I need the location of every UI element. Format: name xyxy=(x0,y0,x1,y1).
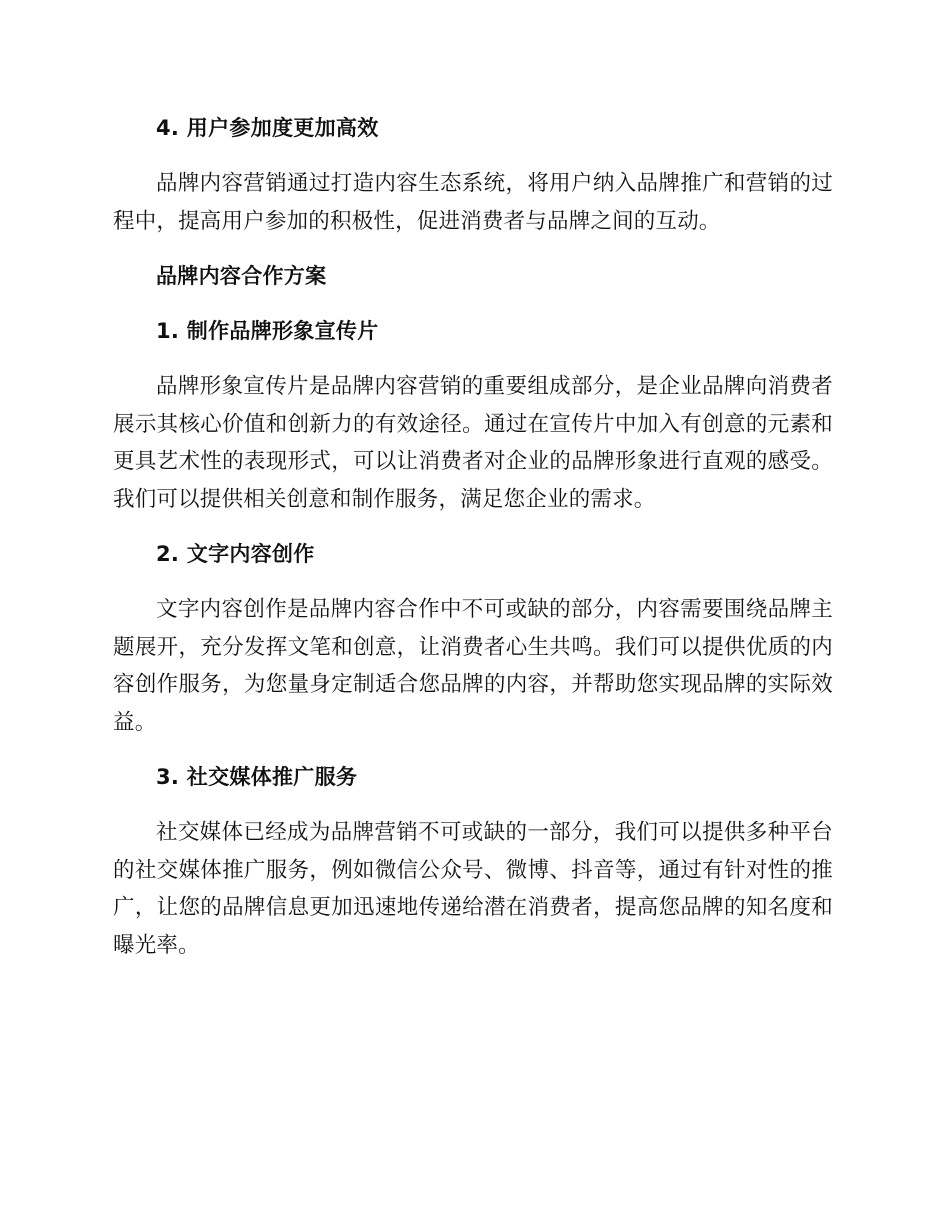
paragraph-brand-video: 品牌形象宣传片是品牌内容营销的重要组成部分，是企业品牌向消费者展示其核心价值和创新力的有效途径。通过在宣传片中加入有创意的元素和更具艺术性的表现形式，可以让消费者对企业的品牌形象进行直观的感受。我们可以提供相关创意和制作服务，满足您企业的需求。 xyxy=(113,374,833,512)
section-heading-text-content: 2. 文字内容创作 xyxy=(156,542,315,566)
paragraph-user-engagement: 品牌内容营销通过打造内容生态系统，将用户纳入品牌推广和营销的过程中，提高用户参加的积极性，促进消费者与品牌之间的互动。 xyxy=(113,171,833,234)
paragraph-social-media: 社交媒体已经成为品牌营销不可或缺的一部分，我们可以提供多种平台的社交媒体推广服务，例如微信公众号、微博、抖音等，通过有针对性的推广，让您的品牌信息更加迅速地传递给潜在消费者，提高您品牌的知名度和曝光率。 xyxy=(113,820,833,958)
paragraph-text-content: 文字内容创作是品牌内容合作中不可或缺的部分，内容需要围绕品牌主题展开，充分发挥文笔和创意，让消费者心生共鸣。我们可以提供优质的内容创作服务，为您量身定制适合您品牌的内容，并帮助您实现品牌的实际效益。 xyxy=(113,597,833,735)
section-heading-social-media: 3. 社交媒体推广服务 xyxy=(156,765,358,789)
section-heading-brand-video: 1. 制作品牌形象宣传片 xyxy=(156,319,379,343)
section-heading-cooperation-plan: 品牌内容合作方案 xyxy=(156,264,327,288)
document-body xyxy=(113,110,833,982)
section-heading-user-engagement: 4. 用户参加度更加高效 xyxy=(156,116,379,140)
